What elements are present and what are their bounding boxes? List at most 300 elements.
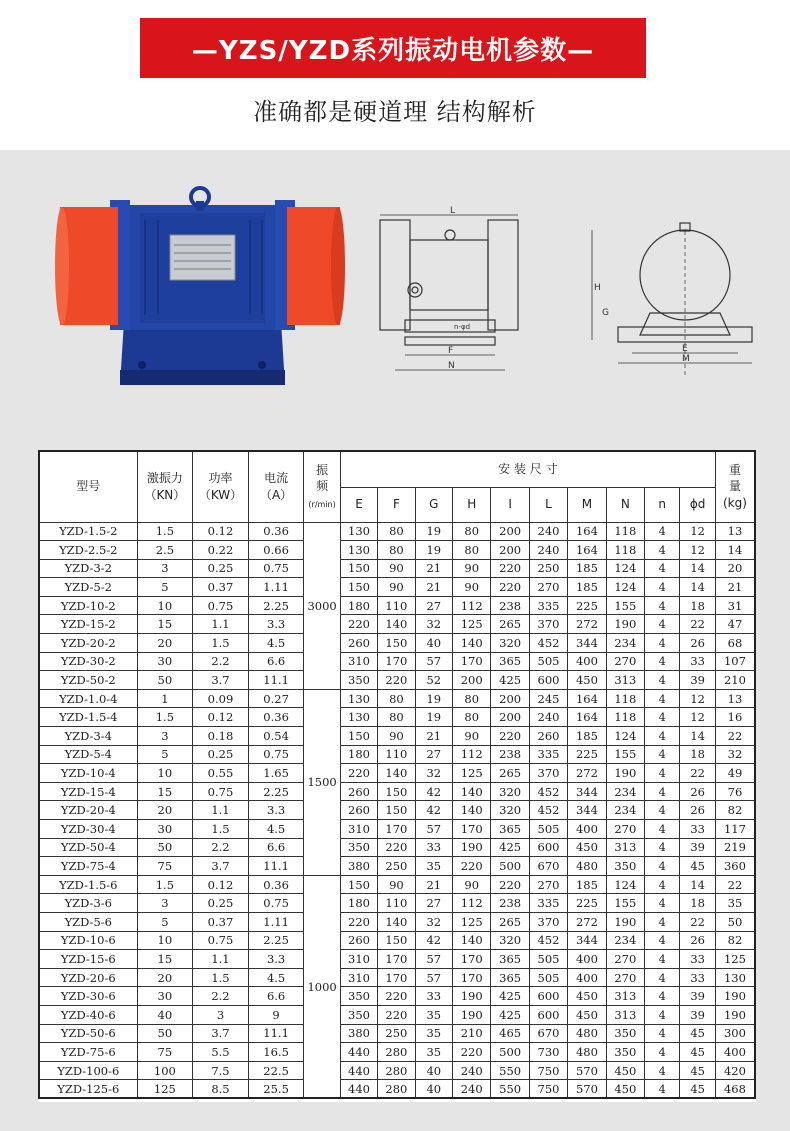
table-cell: 1.1 — [193, 801, 249, 820]
table-cell: 4.5 — [248, 634, 304, 653]
table-cell: 220 — [453, 1043, 491, 1062]
model-cell: YZD-5-6 — [39, 912, 137, 931]
table-cell: 20 — [137, 801, 193, 820]
table-cell: 3.7 — [193, 671, 249, 690]
model-cell: YZD-125-6 — [39, 1080, 137, 1099]
table-row — [39, 671, 755, 690]
table-cell: 2.25 — [248, 596, 304, 615]
model-cell: YZD-10-4 — [39, 764, 137, 783]
table-cell: 0.37 — [193, 912, 249, 931]
table-cell: 9 — [248, 1005, 304, 1024]
table-cell: 4 — [645, 708, 680, 727]
banner-title: —YZS/YZD系列振动电机参数— — [191, 35, 595, 66]
table-cell: 600 — [529, 671, 567, 690]
dim-label-m: M — [682, 354, 690, 364]
table-cell: 344 — [568, 931, 606, 950]
table-cell: 26 — [680, 931, 716, 950]
table-cell: 13 — [715, 522, 755, 541]
table-cell: 220 — [378, 1005, 415, 1024]
table-cell: 1.1 — [193, 615, 249, 634]
title-banner — [140, 18, 646, 78]
table-cell: 33 — [415, 838, 452, 857]
model-cell: YZD-5-4 — [39, 745, 137, 764]
model-cell: YZD-10-6 — [39, 931, 137, 950]
nameplate — [170, 235, 235, 280]
table-cell: 4 — [645, 1061, 680, 1080]
table-cell: 320 — [491, 782, 529, 801]
table-row — [39, 1061, 755, 1080]
table-cell: 450 — [568, 987, 606, 1006]
header-dim-col: I — [491, 487, 529, 522]
table-cell: 210 — [715, 671, 755, 690]
table-cell: 260 — [340, 782, 377, 801]
table-cell: 11.1 — [248, 1024, 304, 1043]
table-cell: 26 — [680, 782, 716, 801]
table-cell: 0.75 — [193, 596, 249, 615]
table-cell: 250 — [378, 1024, 415, 1043]
table-row — [39, 950, 755, 969]
table-row — [39, 912, 755, 931]
table-cell: 110 — [378, 745, 415, 764]
table-cell: 25.5 — [248, 1080, 304, 1099]
table-row — [39, 987, 755, 1006]
table-row — [39, 931, 755, 950]
table-cell: 32 — [715, 745, 755, 764]
table-row — [39, 727, 755, 746]
model-cell: YZD-3-4 — [39, 727, 137, 746]
table-cell: 0.55 — [193, 764, 249, 783]
table-cell: 33 — [680, 820, 716, 839]
table-cell: 452 — [529, 931, 567, 950]
table-cell: 20 — [715, 559, 755, 578]
table-row — [39, 634, 755, 653]
table-cell: 2.2 — [193, 838, 249, 857]
dimension-drawing — [370, 195, 770, 395]
table-cell: 280 — [378, 1080, 415, 1099]
table-row — [39, 801, 755, 820]
table-cell: 12 — [680, 541, 716, 560]
table-row — [39, 820, 755, 839]
table-cell: 0.75 — [193, 931, 249, 950]
model-cell: YZD-50-6 — [39, 1024, 137, 1043]
table-cell: 150 — [340, 727, 377, 746]
table-cell: 220 — [453, 857, 491, 876]
model-cell: YZD-100-6 — [39, 1061, 137, 1080]
table-cell: 21 — [415, 578, 452, 597]
table-cell: 118 — [606, 708, 644, 727]
table-cell: 190 — [715, 987, 755, 1006]
table-cell: 4 — [645, 968, 680, 987]
table-cell: 420 — [715, 1061, 755, 1080]
table-cell: 75 — [137, 857, 193, 876]
table-cell: 80 — [453, 522, 491, 541]
table-cell: 13 — [715, 689, 755, 708]
table-cell: 220 — [378, 987, 415, 1006]
table-cell: 265 — [491, 615, 529, 634]
table-cell: 164 — [568, 522, 606, 541]
table-cell: 4 — [645, 671, 680, 690]
table-cell: 260 — [340, 931, 377, 950]
table-cell: 335 — [529, 745, 567, 764]
table-cell: 400 — [715, 1043, 755, 1062]
table-cell: 110 — [378, 894, 415, 913]
table-cell: 100 — [137, 1061, 193, 1080]
table-cell: 400 — [568, 968, 606, 987]
model-cell: YZD-1.0-4 — [39, 689, 137, 708]
table-cell: 33 — [415, 987, 452, 1006]
table-cell: 4 — [645, 1005, 680, 1024]
table-cell: 310 — [340, 652, 377, 671]
table-cell: 335 — [529, 596, 567, 615]
table-cell: 90 — [453, 559, 491, 578]
table-cell: 18 — [680, 745, 716, 764]
table-cell: 0.37 — [193, 578, 249, 597]
header-dim-col: n — [645, 487, 680, 522]
table-cell: 185 — [568, 578, 606, 597]
table-cell: 20 — [137, 634, 193, 653]
model-cell: YZD-20-4 — [39, 801, 137, 820]
table-cell: 1.11 — [248, 578, 304, 597]
table-cell: 45 — [680, 1024, 716, 1043]
table-cell: 26 — [680, 801, 716, 820]
table-cell: 370 — [529, 912, 567, 931]
table-cell: 21 — [415, 875, 452, 894]
dim-label-l: L — [450, 206, 456, 216]
model-cell: YZD-75-6 — [39, 1043, 137, 1062]
table-cell: 5 — [137, 745, 193, 764]
table-cell: 0.09 — [193, 689, 249, 708]
table-cell: 112 — [453, 596, 491, 615]
table-cell: 265 — [491, 764, 529, 783]
table-cell: 170 — [378, 820, 415, 839]
table-cell: 238 — [491, 894, 529, 913]
table-cell: 2.5 — [137, 541, 193, 560]
table-cell: 39 — [680, 1005, 716, 1024]
table-cell: 10 — [137, 931, 193, 950]
table-cell: 380 — [340, 857, 377, 876]
table-cell: 3 — [137, 727, 193, 746]
table-cell: 600 — [529, 838, 567, 857]
model-cell: YZD-1.5-2 — [39, 522, 137, 541]
table-cell: 7.5 — [193, 1061, 249, 1080]
table-cell: 4 — [645, 894, 680, 913]
table-cell: 4 — [645, 652, 680, 671]
table-cell: 20 — [137, 968, 193, 987]
table-cell: 350 — [606, 1043, 644, 1062]
table-cell: 0.75 — [248, 745, 304, 764]
table-cell: 130 — [340, 708, 377, 727]
table-cell: 450 — [606, 1080, 644, 1099]
table-row — [39, 1080, 755, 1099]
model-cell: YZD-40-6 — [39, 1005, 137, 1024]
subtitle: 准确都是硬道理 结构解析 — [253, 98, 537, 126]
table-cell: 272 — [568, 764, 606, 783]
table-cell: 27 — [415, 745, 452, 764]
table-cell: 39 — [680, 987, 716, 1006]
table-cell: 22 — [680, 615, 716, 634]
table-cell: 50 — [137, 838, 193, 857]
table-cell: 344 — [568, 634, 606, 653]
model-cell: YZD-75-4 — [39, 857, 137, 876]
header-dim-col: ϕd — [680, 487, 716, 522]
table-cell: 750 — [529, 1080, 567, 1099]
table-cell: 170 — [453, 820, 491, 839]
table-cell: 4 — [645, 950, 680, 969]
model-cell: YZD-30-6 — [39, 987, 137, 1006]
table-cell: 4 — [645, 764, 680, 783]
table-cell: 670 — [529, 857, 567, 876]
table-cell: 350 — [606, 1024, 644, 1043]
table-row — [39, 708, 755, 727]
table-cell: 344 — [568, 782, 606, 801]
table-cell: 0.12 — [193, 708, 249, 727]
table-cell: 0.66 — [248, 541, 304, 560]
table-cell: 5 — [137, 578, 193, 597]
table-cell: 465 — [491, 1024, 529, 1043]
table-cell: 365 — [491, 820, 529, 839]
table-cell: 14 — [680, 578, 716, 597]
table-cell: 350 — [340, 838, 377, 857]
table-cell: 140 — [378, 912, 415, 931]
table-cell: 32 — [415, 764, 452, 783]
table-cell: 190 — [453, 1005, 491, 1024]
table-cell: 15 — [137, 782, 193, 801]
table-cell: 39 — [680, 671, 716, 690]
table-cell: 19 — [415, 541, 452, 560]
table-cell: 80 — [378, 522, 415, 541]
table-cell: 400 — [568, 820, 606, 839]
table-cell: 4 — [645, 634, 680, 653]
table-cell: 124 — [606, 578, 644, 597]
table-cell: 400 — [568, 950, 606, 969]
header-weight: 重 量 (kg) — [715, 451, 755, 522]
table-cell: 4 — [645, 875, 680, 894]
model-cell: YZD-3-6 — [39, 894, 137, 913]
header-current: 电流 （A） — [248, 451, 304, 522]
table-cell: 365 — [491, 968, 529, 987]
table-cell: 40 — [415, 634, 452, 653]
table-cell: 50 — [715, 912, 755, 931]
header-power: 功率 （KW） — [193, 451, 249, 522]
table-cell: 22.5 — [248, 1061, 304, 1080]
header-dim-col: L — [529, 487, 567, 522]
table-cell: 0.75 — [193, 782, 249, 801]
table-cell: 313 — [606, 987, 644, 1006]
table-cell: 19 — [415, 689, 452, 708]
table-cell: 3 — [137, 559, 193, 578]
model-cell: YZD-50-2 — [39, 671, 137, 690]
table-cell: 35 — [715, 894, 755, 913]
table-cell: 22 — [715, 875, 755, 894]
table-cell: 1.5 — [193, 968, 249, 987]
table-cell: 45 — [680, 1061, 716, 1080]
header-dim-col: F — [378, 487, 415, 522]
table-cell: 80 — [453, 708, 491, 727]
table-cell: 500 — [491, 1043, 529, 1062]
table-cell: 180 — [340, 596, 377, 615]
table-cell: 164 — [568, 689, 606, 708]
table-cell: 0.36 — [248, 522, 304, 541]
parameter-table-body — [39, 522, 755, 1098]
model-cell: YZD-20-2 — [39, 634, 137, 653]
table-cell: 6.6 — [248, 987, 304, 1006]
table-cell: 245 — [529, 689, 567, 708]
table-cell: 220 — [491, 875, 529, 894]
table-cell: 124 — [606, 727, 644, 746]
table-cell: 112 — [453, 745, 491, 764]
table-cell: 4 — [645, 1024, 680, 1043]
table-cell: 225 — [568, 745, 606, 764]
table-cell: 450 — [568, 838, 606, 857]
table-cell: 49 — [715, 764, 755, 783]
table-cell: 190 — [453, 987, 491, 1006]
table-cell: 35 — [415, 1005, 452, 1024]
table-cell: 550 — [491, 1080, 529, 1099]
table-cell: 0.18 — [193, 727, 249, 746]
table-cell: 18 — [680, 894, 716, 913]
table-cell: 200 — [453, 671, 491, 690]
table-cell: 730 — [529, 1043, 567, 1062]
table-cell: 4 — [645, 912, 680, 931]
table-row — [39, 894, 755, 913]
table-cell: 155 — [606, 745, 644, 764]
table-cell: 155 — [606, 596, 644, 615]
table-cell: 130 — [340, 689, 377, 708]
table-cell: 5 — [137, 912, 193, 931]
table-cell: 1.65 — [248, 764, 304, 783]
table-cell: 10 — [137, 764, 193, 783]
table-cell: 150 — [378, 634, 415, 653]
table-cell: 15 — [137, 950, 193, 969]
table-row — [39, 838, 755, 857]
table-cell: 185 — [568, 559, 606, 578]
table-cell: 280 — [378, 1061, 415, 1080]
table-cell: 3 — [193, 1005, 249, 1024]
table-cell: 750 — [529, 1061, 567, 1080]
table-cell: 270 — [606, 950, 644, 969]
table-cell: 0.25 — [193, 559, 249, 578]
table-cell: 452 — [529, 782, 567, 801]
table-cell: 0.22 — [193, 541, 249, 560]
table-cell: 4 — [645, 596, 680, 615]
parameter-table — [38, 450, 756, 1099]
table-cell: 0.36 — [248, 708, 304, 727]
table-cell: 350 — [340, 671, 377, 690]
table-cell: 57 — [415, 950, 452, 969]
table-cell: 300 — [715, 1024, 755, 1043]
table-cell: 313 — [606, 671, 644, 690]
table-cell: 107 — [715, 652, 755, 671]
motor-photo — [50, 175, 350, 390]
table-cell: 30 — [137, 987, 193, 1006]
table-cell: 0.27 — [248, 689, 304, 708]
table-cell: 1.1 — [193, 950, 249, 969]
table-cell: 234 — [606, 634, 644, 653]
table-cell: 27 — [415, 596, 452, 615]
table-row — [39, 764, 755, 783]
model-cell: YZD-30-4 — [39, 820, 137, 839]
table-cell: 21 — [715, 578, 755, 597]
table-cell: 14 — [680, 727, 716, 746]
table-cell: 27 — [415, 894, 452, 913]
table-cell: 6.6 — [248, 838, 304, 857]
table-cell: 4 — [645, 931, 680, 950]
table-cell: 505 — [529, 652, 567, 671]
table-cell: 670 — [529, 1024, 567, 1043]
table-cell: 42 — [415, 931, 452, 950]
table-cell: 90 — [453, 727, 491, 746]
table-cell: 220 — [491, 727, 529, 746]
table-cell: 12 — [680, 689, 716, 708]
table-cell: 14 — [680, 875, 716, 894]
table-cell: 4 — [645, 801, 680, 820]
table-cell: 125 — [715, 950, 755, 969]
table-cell: 12 — [680, 522, 716, 541]
table-cell: 4.5 — [248, 968, 304, 987]
table-cell: 365 — [491, 950, 529, 969]
table-cell: 185 — [568, 875, 606, 894]
table-cell: 19 — [415, 522, 452, 541]
table-cell: 32 — [415, 615, 452, 634]
table-cell: 1 — [137, 689, 193, 708]
table-cell: 505 — [529, 820, 567, 839]
table-cell: 240 — [529, 522, 567, 541]
table-cell: 75 — [137, 1043, 193, 1062]
model-cell: YZD-2.5-2 — [39, 541, 137, 560]
table-cell: 220 — [340, 615, 377, 634]
table-row — [39, 559, 755, 578]
table-cell: 370 — [529, 764, 567, 783]
table-row — [39, 1043, 755, 1062]
table-cell: 90 — [378, 875, 415, 894]
table-cell: 180 — [340, 745, 377, 764]
table-cell: 4 — [645, 1080, 680, 1099]
table-cell: 225 — [568, 894, 606, 913]
table-cell: 170 — [378, 968, 415, 987]
table-cell: 600 — [529, 1005, 567, 1024]
table-cell: 21 — [415, 559, 452, 578]
table-cell: 170 — [378, 652, 415, 671]
table-cell: 344 — [568, 801, 606, 820]
table-cell: 425 — [491, 838, 529, 857]
table-cell: 450 — [568, 1005, 606, 1024]
table-row — [39, 857, 755, 876]
table-cell: 313 — [606, 838, 644, 857]
table-cell: 112 — [453, 894, 491, 913]
table-cell: 234 — [606, 931, 644, 950]
table-cell: 6.6 — [248, 652, 304, 671]
table-row — [39, 541, 755, 560]
table-cell: 238 — [491, 596, 529, 615]
table-cell: 140 — [453, 801, 491, 820]
table-row — [39, 745, 755, 764]
table-cell: 26 — [680, 634, 716, 653]
dim-label-e: E — [682, 344, 688, 354]
table-cell: 220 — [340, 764, 377, 783]
table-cell: 90 — [453, 875, 491, 894]
table-cell: 22 — [680, 764, 716, 783]
table-cell: 90 — [378, 578, 415, 597]
table-cell: 270 — [606, 652, 644, 671]
table-cell: 117 — [715, 820, 755, 839]
table-cell: 335 — [529, 894, 567, 913]
table-cell: 2.25 — [248, 931, 304, 950]
table-cell: 4.5 — [248, 820, 304, 839]
table-cell: 170 — [453, 968, 491, 987]
table-cell: 234 — [606, 782, 644, 801]
table-cell: 280 — [378, 1043, 415, 1062]
table-cell: 200 — [491, 522, 529, 541]
